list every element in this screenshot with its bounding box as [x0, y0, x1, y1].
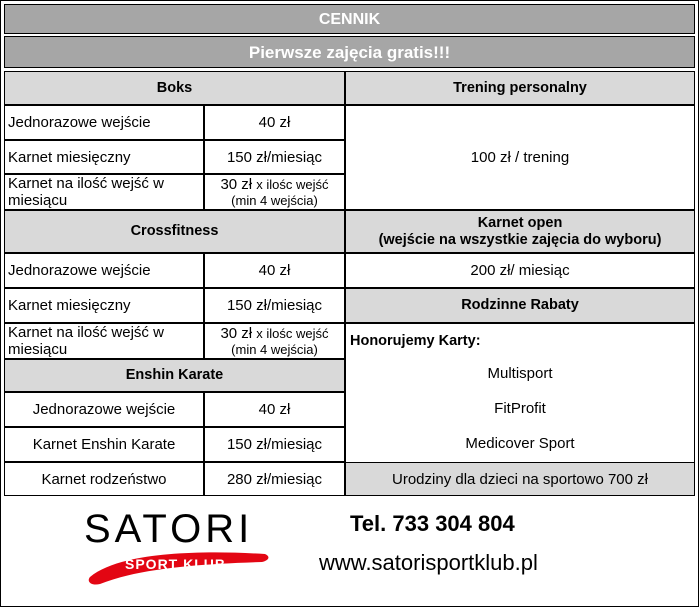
row-price-note: (min 4 wejścia)	[231, 342, 318, 357]
row-label: Karnet na ilość wejść w miesiącu	[8, 324, 164, 358]
row-price: 40 zł	[258, 262, 291, 279]
row-label: Karnet miesięczny	[8, 148, 131, 166]
boks-header-label: Boks	[156, 79, 193, 96]
card-fitprofit: FitProfit	[494, 400, 546, 417]
karate-row-1-label	[4, 392, 204, 427]
family-header	[345, 288, 695, 323]
row-label: Karnet Enshin Karate	[32, 436, 176, 453]
page-subtitle: Pierwsze zajęcia gratis!!!	[248, 42, 451, 62]
boks-row-2-price	[204, 140, 345, 174]
karate-header	[4, 359, 345, 392]
logo-subtext: SPORT KLUB	[125, 556, 226, 572]
logo-text: SATORI	[84, 507, 254, 551]
row-price-note: (min 4 wejścia)	[231, 193, 318, 208]
birthday-offer	[345, 462, 695, 496]
subtitle-bar	[4, 36, 695, 68]
crossfitness-row-1-label	[4, 253, 204, 288]
crossfitness-row-3-price	[204, 323, 345, 359]
karate-row-3-price	[204, 462, 345, 496]
karate-row-2-price	[204, 427, 345, 462]
karate-row-3-label	[4, 462, 204, 496]
karate-row-1-price	[204, 392, 345, 427]
row-label: Jednorazowe wejście	[8, 262, 151, 279]
row-price: 40 zł	[258, 114, 291, 131]
card-medicover: Medicover Sport	[465, 435, 575, 452]
family-header-label: Rodzinne Rabaty	[461, 297, 579, 313]
personal-header	[345, 71, 695, 105]
open-price	[345, 253, 695, 288]
row-price: 150 zł/miesiąc	[226, 148, 323, 166]
row-label: Jednorazowe wejście	[32, 401, 176, 418]
phone-number: Tel. 733 304 804	[350, 511, 515, 536]
crossfitness-row-3-label	[4, 323, 204, 359]
open-price-value: 200 zł/ miesiąc	[470, 262, 570, 279]
crossfitness-header	[4, 210, 345, 253]
row-label: Jednorazowe wejście	[8, 114, 151, 131]
row-label: Karnet miesięczny	[8, 297, 131, 314]
page-title: CENNIK	[318, 10, 381, 28]
row-price-main: 30 zł	[220, 325, 253, 342]
website[interactable]: www.satorisportklub.pl	[319, 550, 538, 575]
karate-header-label: Enshin Karate	[125, 367, 224, 383]
birthday-offer-text: Urodziny dla dzieci na sportowo 700 zł	[392, 470, 648, 488]
open-header-line1: Karnet open	[477, 214, 563, 231]
satori-logo	[80, 502, 280, 592]
open-header-line2: (wejście na wszystkie zajęcia do wyboru)	[378, 231, 662, 248]
row-label: Karnet na ilość wejść w miesiącu	[8, 175, 164, 209]
row-price: 150 zł/miesiąc	[226, 436, 323, 453]
personal-price-value: 100 zł / trening	[470, 149, 570, 166]
crossfitness-row-2-label	[4, 288, 204, 323]
crossfitness-row-1-price	[204, 253, 345, 288]
boks-row-3-label	[4, 174, 204, 210]
card-multisport: Multisport	[487, 365, 553, 382]
boks-row-1-label	[4, 105, 204, 140]
crossfitness-header-label: Crossfitness	[130, 223, 219, 239]
boks-row-1-price	[204, 105, 345, 140]
personal-header-label: Trening personalny	[453, 79, 587, 96]
boks-row-3-price	[204, 174, 345, 210]
karate-row-2-label	[4, 427, 204, 462]
boks-header	[4, 71, 345, 105]
row-price-multiplier: x ilośc wejść	[256, 177, 329, 192]
crossfitness-row-2-price	[204, 288, 345, 323]
row-price-main: 30 zł	[220, 176, 253, 193]
boks-row-2-label	[4, 140, 204, 174]
row-price: 40 zł	[258, 401, 291, 418]
row-price: 280 zł/miesiąc	[226, 470, 323, 488]
row-price: 150 zł/miesiąc	[226, 297, 323, 314]
title-bar	[4, 4, 695, 34]
open-header	[345, 210, 695, 253]
personal-price	[345, 105, 695, 210]
cards-header: Honorujemy Karty:	[350, 333, 481, 349]
row-label: Karnet rodzeństwo	[41, 470, 167, 488]
row-price-multiplier: x ilośc wejść	[256, 326, 329, 341]
